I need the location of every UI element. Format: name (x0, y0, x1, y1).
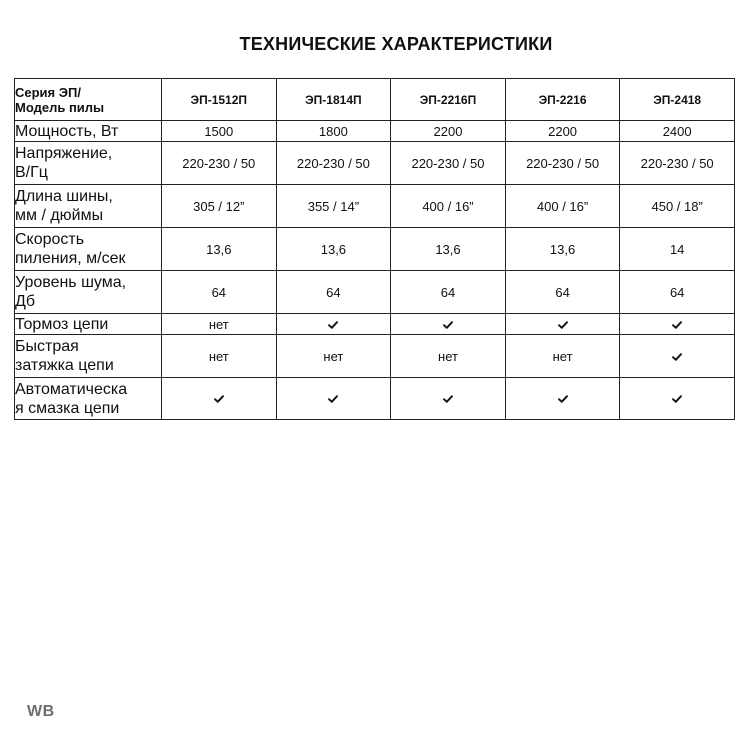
table-row (15, 228, 735, 271)
table-row (15, 378, 735, 420)
value-cell: 64 (162, 271, 277, 314)
watermark-logo: WB (27, 703, 55, 720)
table-row (15, 185, 735, 228)
table-row (15, 121, 735, 142)
model-header: ЭП-1814П (276, 79, 391, 121)
value-cell: нет (162, 314, 277, 335)
value-cell: нет (391, 335, 506, 378)
value-cell: 400 / 16” (505, 185, 620, 228)
value-cell: 220-230 / 50 (620, 142, 735, 185)
value-cell: нет (276, 335, 391, 378)
row-label-line: мм / дюймы (15, 207, 104, 224)
check-cell (162, 378, 277, 420)
model-header: ЭП-1512П (162, 79, 277, 121)
check-cell (620, 378, 735, 420)
table-row (15, 314, 735, 335)
check-cell (391, 378, 506, 420)
table-row (15, 271, 735, 314)
header-label-cell (15, 79, 162, 121)
value-cell: 220-230 / 50 (276, 142, 391, 185)
value-cell: 13,6 (391, 228, 506, 271)
model-header: ЭП-2216 (505, 79, 620, 121)
value-cell: 64 (620, 271, 735, 314)
row-label (15, 121, 162, 142)
checkmark-icon (672, 321, 682, 329)
checkmark-icon (214, 395, 224, 403)
value-cell: 64 (505, 271, 620, 314)
value-cell: 64 (391, 271, 506, 314)
checkmark-icon (672, 395, 682, 403)
check-cell (505, 378, 620, 420)
row-label (15, 185, 162, 228)
table-header-row (15, 79, 735, 121)
value-cell: 355 / 14” (276, 185, 391, 228)
row-label-line: Быстрая (15, 338, 79, 355)
row-label-line: я смазка цепи (15, 399, 120, 417)
row-label-line: Уровень шума, (15, 274, 127, 291)
value-cell: 220-230 / 50 (505, 142, 620, 185)
checkmark-icon (672, 353, 682, 361)
value-cell: 305 / 12” (162, 185, 277, 228)
checkmark-icon (328, 395, 338, 403)
row-label (15, 271, 162, 314)
row-label (15, 142, 162, 185)
row-label (15, 314, 162, 335)
header-label-line-2: Модель пилы (15, 99, 105, 115)
page-title: ТЕХНИЧЕСКИЕ ХАРАКТЕРИСТИКИ (239, 34, 553, 54)
value-cell: 220-230 / 50 (391, 142, 506, 185)
row-label (15, 228, 162, 271)
row-label-line: пиления, м/сек (15, 250, 126, 267)
value-cell: 13,6 (162, 228, 277, 271)
row-label-line: В/Гц (15, 164, 48, 181)
checkmark-icon (558, 395, 568, 403)
model-header: ЭП-2216П (391, 79, 506, 121)
row-label (15, 378, 162, 420)
row-label-line: Скорость (15, 231, 85, 248)
row-label (15, 335, 162, 378)
value-cell: 1800 (276, 121, 391, 142)
value-cell: 400 / 16” (391, 185, 506, 228)
value-cell: нет (505, 335, 620, 378)
check-cell (276, 378, 391, 420)
check-cell (391, 314, 506, 335)
row-label-line: Дб (15, 293, 35, 310)
specs-table (14, 78, 735, 420)
row-label-line: Напряжение, (15, 145, 113, 162)
table-row (15, 335, 735, 378)
checkmark-icon (443, 395, 453, 403)
header-label-line-1: Серия ЭП/ (15, 84, 81, 100)
checkmark-icon (443, 321, 453, 329)
value-cell: 14 (620, 228, 735, 271)
checkmark-icon (328, 321, 338, 329)
value-cell: 2400 (620, 121, 735, 142)
value-cell: 1500 (162, 121, 277, 142)
value-cell: 64 (276, 271, 391, 314)
value-cell: 13,6 (505, 228, 620, 271)
row-label-line: затяжка цепи (15, 357, 114, 374)
row-label-line: Тормоз цепи (15, 315, 109, 333)
check-cell (620, 335, 735, 378)
row-label-line: Длина шины, (15, 188, 113, 205)
value-cell: 13,6 (276, 228, 391, 271)
check-cell (505, 314, 620, 335)
value-cell: нет (162, 335, 277, 378)
value-cell: 450 / 18” (620, 185, 735, 228)
table-row (15, 142, 735, 185)
value-cell: 220-230 / 50 (162, 142, 277, 185)
value-cell: 2200 (505, 121, 620, 142)
check-cell (276, 314, 391, 335)
checkmark-icon (558, 321, 568, 329)
value-cell: 2200 (391, 121, 506, 142)
row-label-line: Мощность, Вт (15, 122, 119, 140)
check-cell (620, 314, 735, 335)
model-header: ЭП-2418 (620, 79, 735, 121)
row-label-line: Автоматическа (15, 380, 128, 398)
